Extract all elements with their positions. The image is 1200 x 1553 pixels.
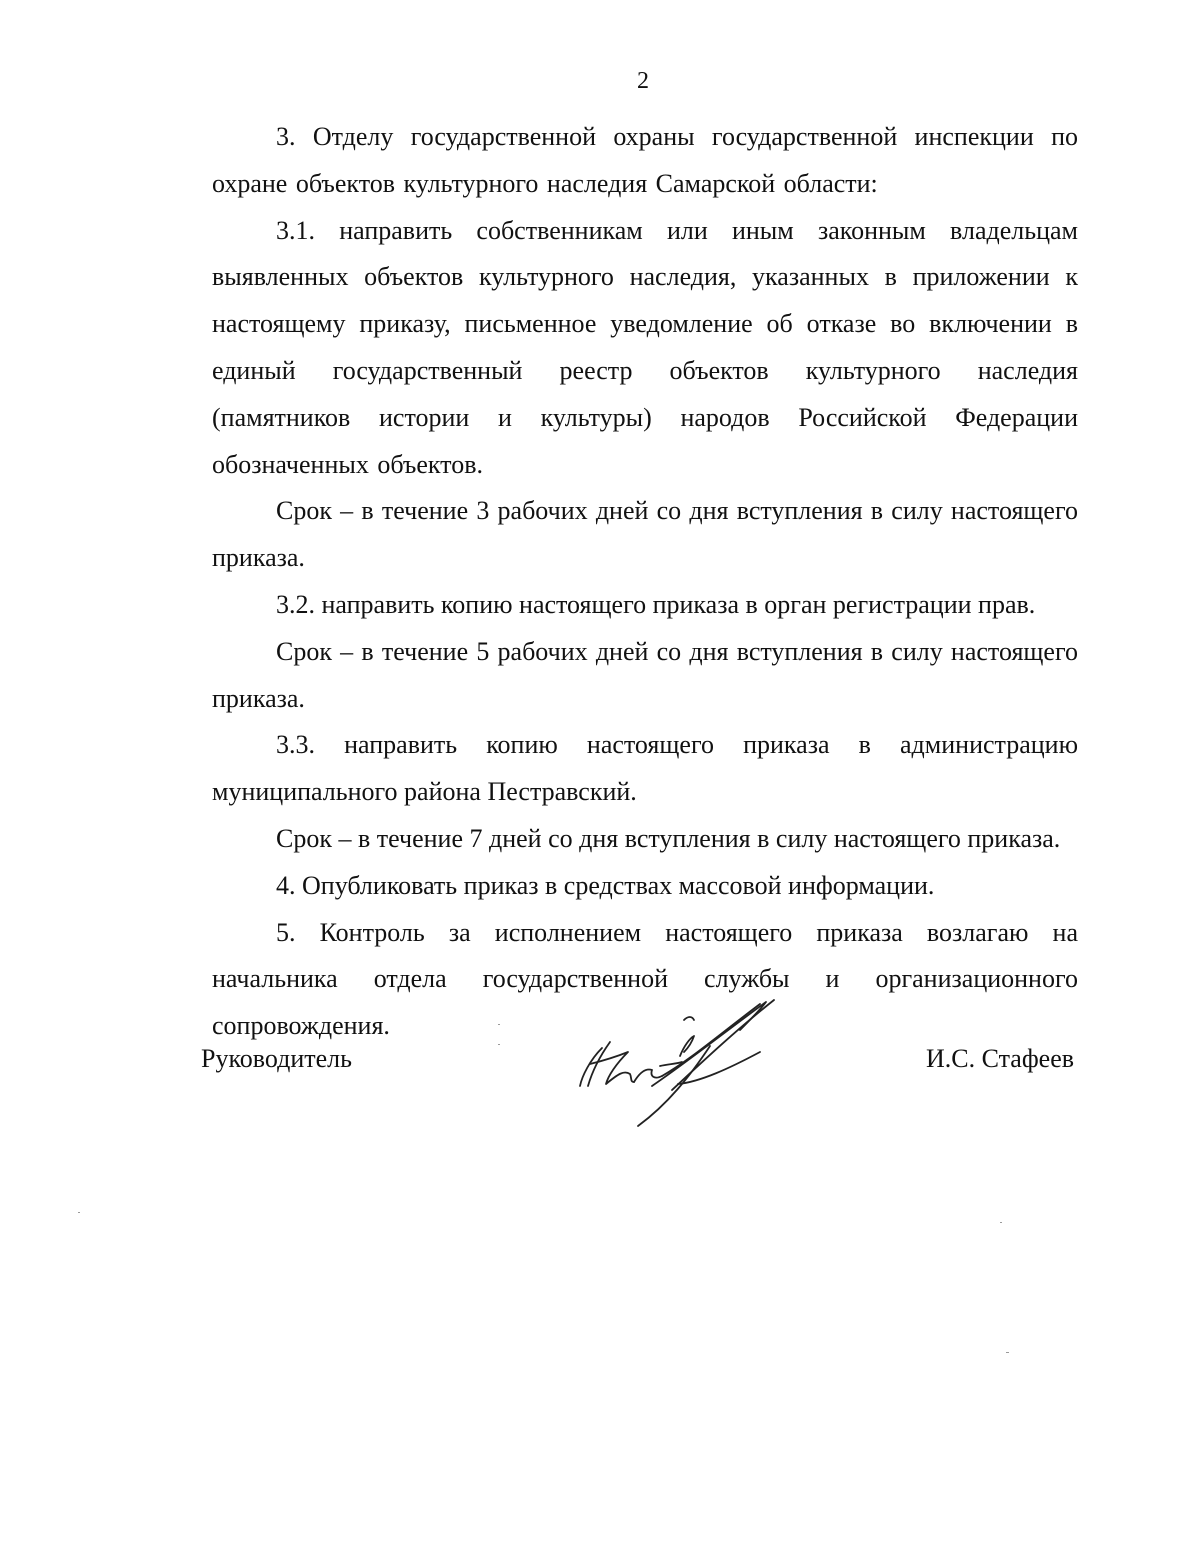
paragraph-deadline-7-days: Срок – в течение 7 дней со дня вступления в силу настоящего приказа.: [276, 823, 1061, 853]
signer-name: И.С. Стафеев: [926, 1044, 1075, 1073]
scan-speck: [1006, 1352, 1009, 1353]
scan-speck: [78, 1212, 80, 1213]
paragraph-3-3: 3.3. направить копию настоящего приказа в администрацию муниципального района Пестравский.: [212, 730, 1078, 807]
paragraph-3-2: 3.2. направить копию настоящего приказа в орган регистрации прав.: [276, 589, 1036, 619]
page-number: 2: [637, 68, 649, 94]
handwritten-signature: [560, 990, 800, 1130]
scan-speck: [498, 1024, 500, 1025]
paragraph-4: 4. Опубликовать приказ в средствах массовой информации.: [276, 870, 935, 900]
paragraph-deadline-3-days: Срок – в течение 3 рабочих дней со дня вступления в силу настоящего приказа.: [212, 496, 1078, 573]
paragraph-deadline-5-days: Срок – в течение 5 рабочих дней со дня вступления в силу настоящего приказа.: [212, 636, 1078, 713]
paragraph-5: 5. Контроль за исполнением настоящего приказа возлагаю на начальника отдела государственной службы и организационного сопровождения.: [212, 917, 1078, 1041]
scan-speck: [498, 1044, 500, 1045]
document-body: [212, 114, 1078, 1050]
paragraph-3: 3. Отделу государственной охраны государственной инспекции по охране объектов культурного наследия Самарской области:: [212, 122, 1078, 198]
paragraph-3-1: 3.1. направить собственникам или иным законным владельцам выявленных объектов культурного наследия, указанных в приложении к настоящему приказу, письменное уведомление об отказе во включении в единый государственный реестр объектов культурного наследия (памятников истории и культуры) народов Российской Федерации обозначенных объектов.: [212, 215, 1078, 479]
signer-position: Руководитель: [201, 1044, 352, 1073]
scan-speck: [1000, 1222, 1002, 1223]
